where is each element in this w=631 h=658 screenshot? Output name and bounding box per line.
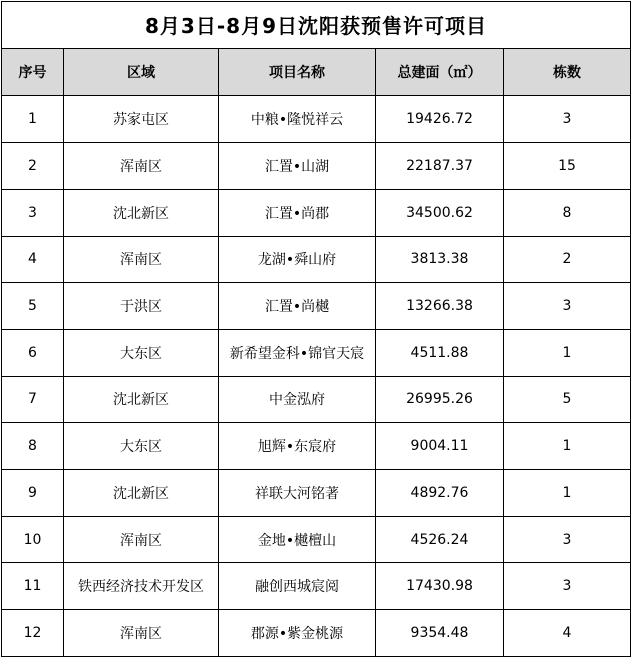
header-project: 项目名称 — [219, 48, 376, 96]
cell-buildings: 1 — [504, 470, 631, 517]
cell-seq: 7 — [2, 376, 64, 423]
cell-district: 浑南区 — [64, 610, 219, 657]
cell-seq: 8 — [2, 423, 64, 470]
cell-area: 9354.48 — [376, 610, 504, 657]
header-row — [2, 48, 631, 96]
table-row — [2, 516, 631, 563]
cell-seq: 10 — [2, 516, 64, 563]
cell-district: 浑南区 — [64, 236, 219, 283]
cell-area: 3813.38 — [376, 236, 504, 283]
cell-seq: 6 — [2, 329, 64, 376]
cell-buildings: 5 — [504, 376, 631, 423]
table-row — [2, 329, 631, 376]
table-row — [2, 376, 631, 423]
cell-project: 旭辉•东宸府 — [219, 423, 376, 470]
table-row — [2, 189, 631, 236]
cell-seq: 1 — [2, 96, 64, 143]
presale-permit-table — [1, 1, 631, 657]
table-title: 8月3日-8月9日沈阳获预售许可项目 — [2, 2, 631, 49]
cell-district: 铁西经济技术开发区 — [64, 563, 219, 610]
cell-district: 浑南区 — [64, 516, 219, 563]
cell-project: 中粮•隆悦祥云 — [219, 96, 376, 143]
cell-project: 中金泓府 — [219, 376, 376, 423]
header-buildings: 栋数 — [504, 48, 631, 96]
header-seq: 序号 — [2, 48, 64, 96]
cell-project: 郡源•紫金桃源 — [219, 610, 376, 657]
header-area: 总建面（㎡） — [376, 48, 504, 96]
cell-seq: 5 — [2, 283, 64, 330]
cell-project: 龙湖•舜山府 — [219, 236, 376, 283]
cell-area: 9004.11 — [376, 423, 504, 470]
cell-buildings: 3 — [504, 96, 631, 143]
cell-district: 大东区 — [64, 329, 219, 376]
cell-buildings: 3 — [504, 283, 631, 330]
cell-buildings: 15 — [504, 143, 631, 190]
cell-project: 汇置•山湖 — [219, 143, 376, 190]
cell-buildings: 1 — [504, 423, 631, 470]
cell-project: 汇置•尚郡 — [219, 189, 376, 236]
cell-seq: 4 — [2, 236, 64, 283]
cell-project: 融创西城宸阅 — [219, 563, 376, 610]
cell-area: 26995.26 — [376, 376, 504, 423]
cell-seq: 11 — [2, 563, 64, 610]
cell-district: 沈北新区 — [64, 189, 219, 236]
cell-buildings: 3 — [504, 563, 631, 610]
cell-seq: 3 — [2, 189, 64, 236]
cell-district: 沈北新区 — [64, 376, 219, 423]
cell-area: 4892.76 — [376, 470, 504, 517]
table-row — [2, 470, 631, 517]
header-district: 区域 — [64, 48, 219, 96]
cell-seq: 9 — [2, 470, 64, 517]
cell-area: 34500.62 — [376, 189, 504, 236]
title-row — [2, 2, 631, 49]
cell-buildings: 4 — [504, 610, 631, 657]
cell-seq: 2 — [2, 143, 64, 190]
cell-area: 13266.38 — [376, 283, 504, 330]
cell-project: 祥联大河铭著 — [219, 470, 376, 517]
table-row — [2, 610, 631, 657]
cell-area: 17430.98 — [376, 563, 504, 610]
cell-area: 19426.72 — [376, 96, 504, 143]
cell-district: 浑南区 — [64, 143, 219, 190]
cell-buildings: 3 — [504, 516, 631, 563]
cell-area: 22187.37 — [376, 143, 504, 190]
cell-project: 金地•樾檀山 — [219, 516, 376, 563]
table-row — [2, 563, 631, 610]
cell-area: 4526.24 — [376, 516, 504, 563]
cell-district: 大东区 — [64, 423, 219, 470]
table-row — [2, 423, 631, 470]
table-row — [2, 143, 631, 190]
cell-buildings: 2 — [504, 236, 631, 283]
cell-buildings: 1 — [504, 329, 631, 376]
cell-area: 4511.88 — [376, 329, 504, 376]
cell-district: 沈北新区 — [64, 470, 219, 517]
cell-district: 苏家屯区 — [64, 96, 219, 143]
cell-seq: 12 — [2, 610, 64, 657]
table-row — [2, 236, 631, 283]
cell-buildings: 8 — [504, 189, 631, 236]
cell-project: 汇置•尚樾 — [219, 283, 376, 330]
cell-district: 于洪区 — [64, 283, 219, 330]
cell-project: 新希望金科•锦官天宸 — [219, 329, 376, 376]
table-row — [2, 283, 631, 330]
table-row — [2, 96, 631, 143]
